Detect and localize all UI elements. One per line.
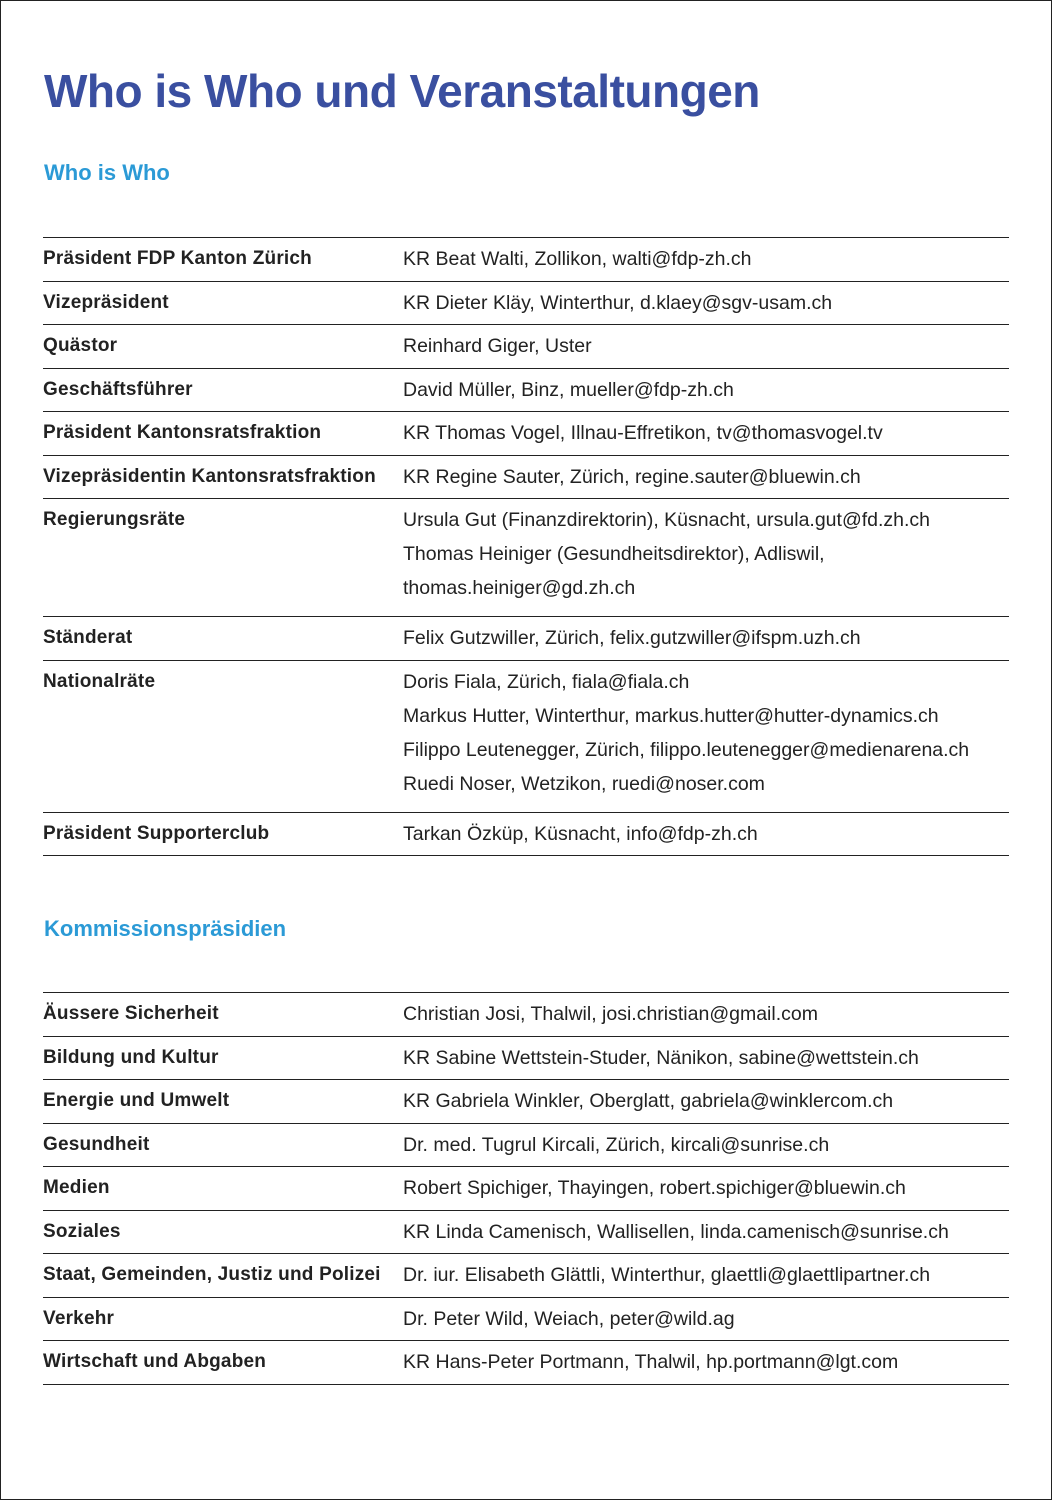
- row-value: [403, 617, 1009, 660]
- row-value: [403, 1341, 1009, 1384]
- row-label: Medien: [43, 1177, 110, 1198]
- row-value: [403, 1080, 1009, 1123]
- contact-line: Robert Spichiger, Thayingen, robert.spichiger@bluewin.ch: [403, 1177, 906, 1199]
- contact-line: KR Thomas Vogel, Illnau-Effretikon, tv@thomasvogel.tv: [403, 422, 883, 444]
- row-value: [403, 282, 1009, 325]
- row-value: [403, 1298, 1009, 1341]
- row-value: [403, 238, 1009, 281]
- contact-line: Dr. med. Tugrul Kircali, Zürich, kircali@sunrise.ch: [403, 1133, 830, 1156]
- contact-line: Markus Hutter, Winterthur, markus.hutter@hutter-dynamics.ch: [403, 704, 939, 727]
- contact-line: David Müller, Binz, mueller@fdp-zh.ch: [403, 378, 734, 401]
- table-row: [43, 1080, 1009, 1124]
- contact-line: KR Dieter Kläy, Winterthur, d.klaey@sgv-usam.ch: [403, 291, 833, 314]
- contact-line: Tarkan Özküp, Küsnacht, info@fdp-zh.ch: [403, 822, 758, 845]
- table-row: [43, 1167, 1009, 1211]
- table-row: [43, 1254, 1009, 1298]
- contact-line: thomas.heiniger@gd.zh.ch: [403, 577, 636, 599]
- contact-line: KR Hans-Peter Portmann, Thalwil, hp.portmann@lgt.com: [403, 1351, 899, 1373]
- row-label: Präsident Supporterclub: [43, 822, 270, 844]
- row-value: [403, 369, 1009, 412]
- table-row: [43, 238, 1009, 282]
- table-row: [43, 412, 1009, 456]
- row-value: [403, 456, 1009, 499]
- table-row: [43, 1341, 1009, 1385]
- row-label: Nationalräte: [43, 670, 156, 692]
- table-row: [43, 1211, 1009, 1255]
- table-row: [43, 369, 1009, 413]
- row-value: [403, 993, 1009, 1036]
- row-label: Staat, Gemeinden, Justiz und Polizei: [43, 1264, 381, 1285]
- contact-line: Doris Fiala, Zürich, fiala@fiala.ch: [403, 670, 690, 693]
- contact-line: KR Linda Camenisch, Wallisellen, linda.camenisch@sunrise.ch: [403, 1220, 949, 1243]
- row-label: Äussere Sicherheit: [43, 1003, 219, 1024]
- row-label: Verkehr: [43, 1307, 115, 1329]
- contact-line: Thomas Heiniger (Gesundheitsdirektor), Adliswil,: [403, 543, 825, 565]
- table-row: [43, 617, 1009, 661]
- contact-line: Ruedi Noser, Wetzikon, ruedi@noser.com: [403, 772, 765, 795]
- contact-line: Filippo Leutenegger, Zürich, filippo.leutenegger@medienarena.ch: [403, 738, 970, 761]
- table-row: [43, 499, 1009, 617]
- table-row: [43, 282, 1009, 326]
- contact-line: Christian Josi, Thalwil, josi.christian@gmail.com: [403, 1003, 818, 1025]
- table-row: [43, 1037, 1009, 1081]
- page-title: Who is Who und Veranstaltungen: [44, 65, 760, 117]
- section-heading-who-is-who: Who is Who: [44, 160, 170, 185]
- row-label: Quästor: [43, 335, 118, 356]
- row-value: [403, 325, 1009, 368]
- contact-line: KR Gabriela Winkler, Oberglatt, gabriela@winklercom.ch: [403, 1090, 894, 1112]
- row-label: Soziales: [43, 1220, 121, 1242]
- row-label: Energie und Umwelt: [43, 1090, 230, 1111]
- row-value: [403, 1037, 1009, 1080]
- table-row: [43, 813, 1009, 857]
- row-value: [403, 1124, 1009, 1167]
- row-value: [403, 412, 1009, 455]
- row-label: Bildung und Kultur: [43, 1046, 219, 1068]
- row-label: Vizepräsident: [43, 291, 169, 313]
- kommissionspraesidien-table: [43, 992, 1009, 1385]
- row-label: Geschäftsführer: [43, 378, 193, 400]
- table-row: [43, 456, 1009, 500]
- row-label: Präsident FDP Kanton Zürich: [43, 248, 312, 269]
- row-label: Vizepräsidentin Kantonsratsfraktion: [43, 465, 376, 487]
- row-label: Präsident Kantonsratsfraktion: [43, 422, 322, 443]
- section-heading-kommissionspraesidien: Kommissionspräsidien: [44, 916, 287, 941]
- contact-line: Felix Gutzwiller, Zürich, felix.gutzwiller@ifspm.uzh.ch: [403, 627, 861, 649]
- row-value: [403, 813, 1009, 856]
- row-label: Regierungsräte: [43, 509, 186, 530]
- row-value: [403, 1254, 1009, 1297]
- contact-line: KR Sabine Wettstein-Studer, Nänikon, sabine@wettstein.ch: [403, 1046, 919, 1069]
- row-label: Ständerat: [43, 627, 133, 648]
- contact-line: KR Beat Walti, Zollikon, walti@fdp-zh.ch: [403, 248, 752, 270]
- contact-line: KR Regine Sauter, Zürich, regine.sauter@bluewin.ch: [403, 465, 861, 488]
- table-row: [43, 1124, 1009, 1168]
- contact-line: Ursula Gut (Finanzdirektorin), Küsnacht, ursula.gut@fd.zh.ch: [403, 509, 931, 531]
- contact-line: Dr. Peter Wild, Weiach, peter@wild.ag: [403, 1307, 735, 1330]
- table-row: [43, 993, 1009, 1037]
- who-is-who-table: [43, 237, 1009, 856]
- row-value: [403, 1211, 1009, 1254]
- table-row: [43, 325, 1009, 369]
- table-row: [43, 1298, 1009, 1342]
- row-value: [403, 499, 1009, 616]
- contact-line: Reinhard Giger, Uster: [403, 335, 592, 357]
- row-label: Wirtschaft und Abgaben: [43, 1351, 267, 1372]
- row-value: [403, 661, 1009, 812]
- row-label: Gesundheit: [43, 1133, 150, 1155]
- row-value: [403, 1167, 1009, 1210]
- table-row: [43, 661, 1009, 813]
- contact-line: Dr. iur. Elisabeth Glättli, Winterthur, glaettli@glaettlipartner.ch: [403, 1264, 931, 1286]
